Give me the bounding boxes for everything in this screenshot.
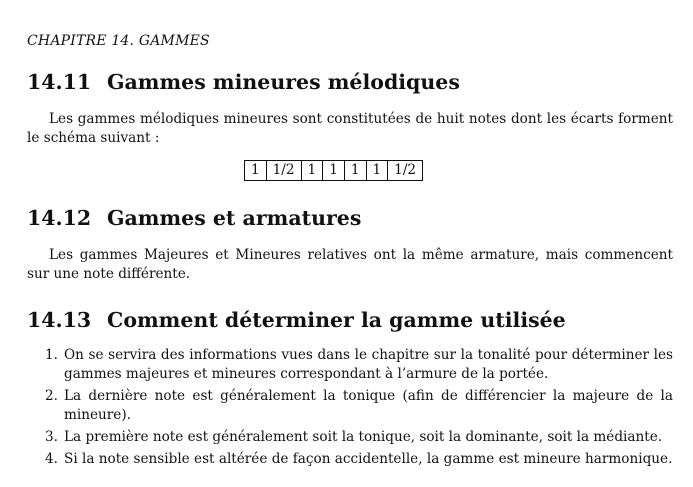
interval-row (245, 161, 423, 181)
list-marker: 4. (45, 451, 58, 467)
section-heading-14-12 (27, 206, 361, 230)
interval-cell: 1 (245, 161, 267, 181)
list-item (27, 346, 673, 384)
enumerated-list (27, 346, 673, 472)
interval-cell: 1 (366, 161, 388, 181)
interval-cell: 1 (301, 161, 323, 181)
interval-cell: 1 (344, 161, 366, 181)
list-marker: 1. (45, 347, 58, 363)
section-title-text: Gammes mineures mélodiques (107, 70, 460, 94)
section-number: 14.13 (27, 308, 92, 332)
list-marker: 3. (45, 429, 58, 445)
running-head: CHAPITRE 14. GAMMES (27, 33, 210, 49)
list-item (27, 450, 673, 469)
section-paragraph: Les gammes Majeures et Mineures relatives ont la même armature, mais commencent sur une note différente. (27, 247, 673, 282)
section-heading-14-13 (27, 308, 566, 332)
list-item-text: La première note est généralement soit la tonique, soit la dominante, soit la médiante. (64, 429, 663, 445)
section-number: 14.11 (27, 70, 92, 94)
section-number: 14.12 (27, 206, 92, 230)
section-paragraph: Les gammes mélodiques mineures sont constitutées de huit notes dont les écarts forment le schéma suivant : (27, 111, 673, 146)
list-item-text: On se servira des informations vues dans le chapitre sur la tonalité pour déterminer les gammes majeures et mineures correspondant à l’armure de la portée. (64, 347, 673, 382)
section-title-text: Gammes et armatures (107, 206, 362, 230)
interval-cell: 1/2 (266, 161, 301, 181)
list-marker: 2. (45, 388, 58, 404)
list-item (27, 387, 673, 425)
list-item-text: Si la note sensible est altérée de façon accidentelle, la gamme est mineure harmonique. (64, 451, 673, 467)
list-item-text: La dernière note est généralement la tonique (afin de différencier la majeure de la mineure). (64, 388, 673, 423)
interval-table (244, 160, 423, 181)
interval-cell: 1 (323, 161, 345, 181)
list-item (27, 428, 673, 447)
section-title-text: Comment déterminer la gamme utilisée (107, 308, 566, 332)
interval-cell: 1/2 (388, 161, 423, 181)
section-heading-14-11 (27, 70, 460, 94)
